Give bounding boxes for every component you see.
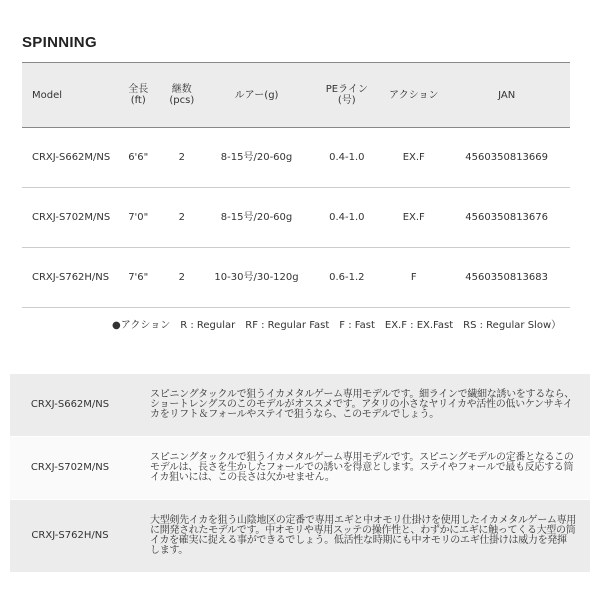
header-jan: JAN <box>443 63 570 128</box>
header-pcs: 継数 (pcs) <box>160 63 204 128</box>
description-row <box>10 374 590 437</box>
header-lure: ルアー(g) <box>204 63 310 128</box>
pe-cell: 0.4-1.0 <box>309 128 384 188</box>
length-cell: 6'6" <box>116 128 160 188</box>
model-cell: CRXJ-S662M/NS <box>22 128 116 188</box>
lure-cell: 8-15号/20-60g <box>204 128 310 188</box>
action-cell: EX.F <box>384 188 443 248</box>
pe-cell: 0.4-1.0 <box>309 188 384 248</box>
section-title: SPINNING <box>22 34 97 51</box>
table-row <box>22 128 570 188</box>
description-text: 大型剣先イカを狙う山陰地区の定番で専用エギと中オモリ仕掛けを使用したイカメタルゲーム専用に開発されたモデルです。中オモリや専用スッテの操作性と、わずかにエギに触ってくる大型の筒イカを確実に捉える事ができるでしょう。低活性な時期にも中オモリのエギ仕掛けは威力を発揮します。 <box>130 500 590 573</box>
pcs-cell: 2 <box>160 128 204 188</box>
pe-cell: 0.6-1.2 <box>309 248 384 308</box>
description-row <box>10 500 590 573</box>
table-row <box>22 248 570 308</box>
spec-header-row <box>22 63 570 128</box>
header-model: Model <box>22 63 116 128</box>
action-cell: F <box>384 248 443 308</box>
description-model: CRXJ-S702M/NS <box>10 437 130 500</box>
spec-table <box>22 62 570 308</box>
model-cell: CRXJ-S702M/NS <box>22 188 116 248</box>
pcs-cell: 2 <box>160 248 204 308</box>
jan-cell: 4560350813676 <box>443 188 570 248</box>
header-length: 全長 (ft) <box>116 63 160 128</box>
model-cell: CRXJ-S762H/NS <box>22 248 116 308</box>
description-text: スピニングタックルで狙うイカメタルゲーム専用モデルです。細ラインで繊細な誘いをするなら、ショートレングスのこのモデルがオススメです。アタリの小さなヤリイカや活性の低いケンサキイカをリフト＆フォールやステイで狙うなら、このモデルでしょう。 <box>130 374 590 437</box>
header-pe: PEライン (号) <box>309 63 384 128</box>
description-row <box>10 437 590 500</box>
description-model: CRXJ-S762H/NS <box>10 500 130 573</box>
length-cell: 7'6" <box>116 248 160 308</box>
header-action: アクション <box>384 63 443 128</box>
action-cell: EX.F <box>384 128 443 188</box>
pcs-cell: 2 <box>160 188 204 248</box>
jan-cell: 4560350813669 <box>443 128 570 188</box>
lure-cell: 10-30号/30-120g <box>204 248 310 308</box>
lure-cell: 8-15号/20-60g <box>204 188 310 248</box>
table-row <box>22 188 570 248</box>
description-model: CRXJ-S662M/NS <box>10 374 130 437</box>
description-text: スピニングタックルで狙うイカメタルゲーム専用モデルです。スピニングモデルの定番となるこのモデルは、長さを生かしたフォールでの誘いを得意とします。ステイやフォールで最も反応する筒イカ狙いには、この長さは欠かせません。 <box>130 437 590 500</box>
length-cell: 7'0" <box>116 188 160 248</box>
action-legend: ●アクション R : Regular RF : Regular Fast F : Fast EX.F : EX.Fast RS : Regular Slow） <box>112 320 562 331</box>
jan-cell: 4560350813683 <box>443 248 570 308</box>
description-table <box>10 374 590 573</box>
